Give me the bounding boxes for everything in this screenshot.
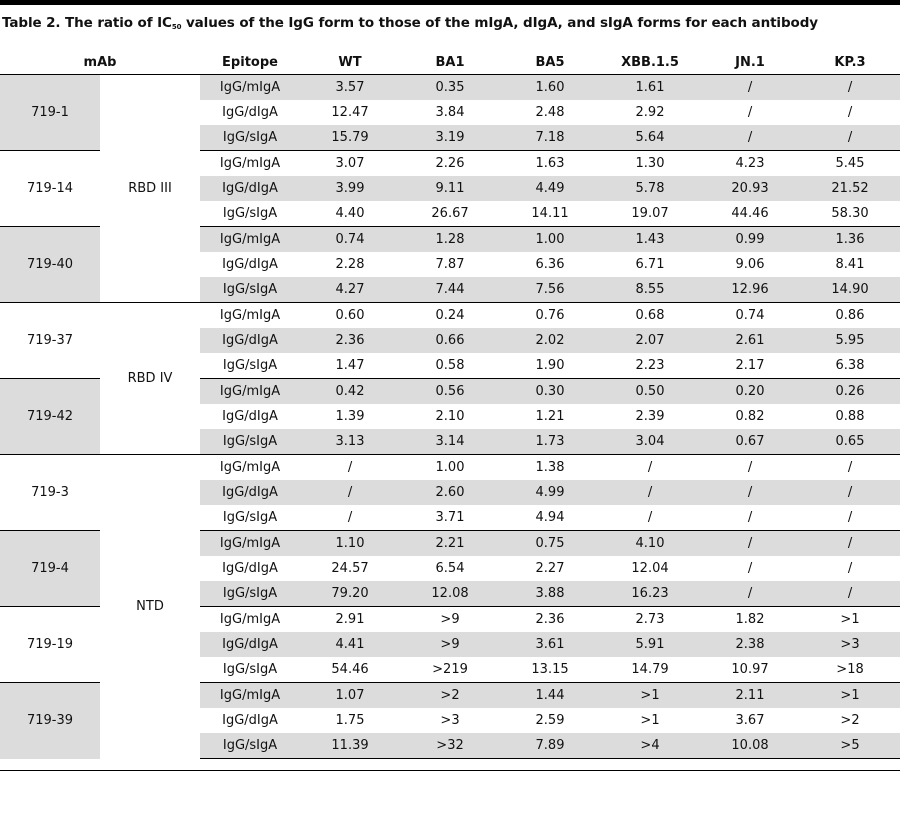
value-cell: 0.76 [500, 303, 600, 329]
value-cell: 2.26 [400, 151, 500, 177]
value-cell: 4.94 [535, 510, 565, 525]
ratio-type-cell: IgG/sIgA [222, 206, 278, 221]
ratio-type-cell: IgG/mIgA [200, 75, 300, 101]
value-cell: 0.26 [800, 379, 900, 405]
ratio-type-cell: IgG/sIgA [200, 429, 300, 455]
value-cell: 3.67 [735, 713, 765, 728]
value-cell: 3.14 [400, 429, 500, 455]
ratio-type-cell: IgG/dIgA [200, 328, 300, 353]
value-cell: 16.23 [600, 581, 700, 607]
value-cell: 1.82 [700, 607, 800, 633]
value-cell: 1.44 [500, 683, 600, 709]
value-cell: / [800, 125, 900, 151]
caption-subscript: 50 [171, 23, 182, 31]
value-cell: 5.95 [800, 328, 900, 353]
value-cell: / [700, 581, 800, 607]
value-cell: 4.23 [700, 151, 800, 177]
value-cell: 14.11 [531, 206, 569, 221]
table-body [0, 75, 900, 759]
value-cell: 3.99 [300, 176, 400, 201]
value-cell: >1 [800, 607, 900, 633]
value-cell: / [747, 105, 753, 120]
value-cell: 13.15 [531, 662, 569, 677]
ratio-type-cell: IgG/dIgA [222, 713, 278, 728]
value-cell: 4.49 [500, 176, 600, 201]
value-cell: 3.13 [300, 429, 400, 455]
value-cell: >9 [400, 632, 500, 657]
header-wt: WT [300, 50, 400, 75]
value-cell: 0.68 [600, 303, 700, 329]
value-cell: 2.36 [500, 607, 600, 633]
epitope-cell: RBD III [100, 75, 200, 303]
header-ba1: BA1 [400, 50, 500, 75]
ratio-type-cell: IgG/mIgA [200, 227, 300, 253]
value-cell: 9.06 [735, 257, 765, 272]
value-cell: 2.21 [400, 531, 500, 557]
value-cell: 3.07 [300, 151, 400, 177]
value-cell: / [700, 75, 800, 101]
value-cell: 1.61 [600, 75, 700, 101]
value-cell: 2.10 [435, 409, 465, 424]
value-cell: 2.36 [300, 328, 400, 353]
value-cell: 10.97 [731, 662, 769, 677]
value-cell: >4 [600, 733, 700, 759]
value-cell: / [700, 531, 800, 557]
value-cell: 1.73 [500, 429, 600, 455]
value-cell: 2.17 [735, 358, 765, 373]
ratio-type-cell: IgG/sIgA [200, 581, 300, 607]
value-cell: 1.30 [600, 151, 700, 177]
value-cell: 0.65 [800, 429, 900, 455]
value-cell: 5.64 [600, 125, 700, 151]
value-cell: / [300, 480, 400, 505]
value-cell: 2.59 [535, 713, 565, 728]
value-cell: 5.45 [800, 151, 900, 177]
value-cell: 0.60 [300, 303, 400, 329]
value-cell: 6.36 [535, 257, 565, 272]
ratio-type-cell: IgG/dIgA [200, 176, 300, 201]
epitope-cell: NTD [100, 455, 200, 759]
value-cell: / [700, 125, 800, 151]
value-cell: / [847, 105, 853, 120]
value-cell: 0.88 [835, 409, 865, 424]
value-cell: 8.55 [600, 277, 700, 303]
value-cell: 4.41 [300, 632, 400, 657]
value-cell: 1.60 [500, 75, 600, 101]
value-cell: 0.66 [400, 328, 500, 353]
value-cell: 1.00 [400, 455, 500, 481]
value-cell: 0.20 [700, 379, 800, 405]
table-row [0, 455, 900, 481]
value-cell: >1 [600, 683, 700, 709]
mab-cell: 719-19 [0, 607, 100, 683]
value-cell: 6.38 [835, 358, 865, 373]
value-cell: 0.58 [435, 358, 465, 373]
header-epitope: Epitope [200, 50, 300, 75]
value-cell: 1.00 [500, 227, 600, 253]
value-cell: / [600, 455, 700, 481]
mab-cell: 719-42 [0, 379, 100, 455]
value-cell: / [847, 510, 853, 525]
value-cell: 2.39 [635, 409, 665, 424]
ratio-type-cell: IgG/sIgA [200, 733, 300, 759]
value-cell: 2.02 [500, 328, 600, 353]
value-cell: / [747, 510, 753, 525]
ratio-type-cell: IgG/sIgA [200, 125, 300, 151]
value-cell: 12.04 [631, 561, 669, 576]
value-cell: 0.24 [400, 303, 500, 329]
value-cell: 5.78 [600, 176, 700, 201]
value-cell: / [300, 455, 400, 481]
ratio-type-cell: IgG/dIgA [222, 561, 278, 576]
value-cell: >2 [840, 713, 860, 728]
value-cell: 2.92 [635, 105, 665, 120]
ratio-type-cell: IgG/mIgA [200, 379, 300, 405]
value-cell: 0.82 [735, 409, 765, 424]
value-cell: 79.20 [300, 581, 400, 607]
value-cell: 14.79 [631, 662, 669, 677]
value-cell: / [647, 510, 653, 525]
top-rule [0, 0, 900, 5]
value-cell: / [800, 581, 900, 607]
mab-cell: 719-3 [0, 455, 100, 531]
value-cell: >2 [400, 683, 500, 709]
table-caption [2, 15, 818, 31]
value-cell: 2.73 [600, 607, 700, 633]
value-cell: 12.96 [700, 277, 800, 303]
value-cell: >5 [800, 733, 900, 759]
ratio-type-cell: IgG/sIgA [222, 510, 278, 525]
value-cell: 9.11 [400, 176, 500, 201]
value-cell: 2.60 [400, 480, 500, 505]
value-cell: 8.41 [835, 257, 865, 272]
value-cell: 4.10 [600, 531, 700, 557]
value-cell: >18 [836, 662, 864, 677]
caption-suffix: values of the IgG form to those of the mIgA, dIgA, and sIgA forms for each antibody [181, 15, 818, 31]
value-cell: >1 [640, 713, 660, 728]
value-cell: 1.39 [335, 409, 365, 424]
value-cell: 4.99 [500, 480, 600, 505]
value-cell: 4.27 [300, 277, 400, 303]
value-cell: 2.38 [700, 632, 800, 657]
value-cell: / [800, 75, 900, 101]
value-cell: 2.11 [700, 683, 800, 709]
ratio-type-cell: IgG/dIgA [222, 257, 278, 272]
value-cell: 7.89 [500, 733, 600, 759]
value-cell: 2.27 [535, 561, 565, 576]
ratio-type-cell: IgG/mIgA [200, 531, 300, 557]
value-cell: 1.07 [300, 683, 400, 709]
ratio-table [0, 50, 900, 759]
value-cell: 7.87 [435, 257, 465, 272]
value-cell: 3.61 [500, 632, 600, 657]
value-cell: 0.67 [700, 429, 800, 455]
value-cell: 6.54 [435, 561, 465, 576]
ratio-type-cell: IgG/mIgA [200, 303, 300, 329]
value-cell: 1.90 [535, 358, 565, 373]
value-cell: 2.91 [300, 607, 400, 633]
value-cell: 3.04 [600, 429, 700, 455]
epitope-cell: RBD IV [100, 303, 200, 455]
value-cell: 1.47 [335, 358, 365, 373]
value-cell: >219 [432, 662, 468, 677]
value-cell: 1.21 [535, 409, 565, 424]
value-cell: 1.43 [600, 227, 700, 253]
value-cell: 21.52 [800, 176, 900, 201]
value-cell: / [800, 480, 900, 505]
value-cell: / [600, 480, 700, 505]
value-cell: 0.86 [800, 303, 900, 329]
value-cell: 0.74 [300, 227, 400, 253]
value-cell: 14.90 [800, 277, 900, 303]
value-cell: 0.74 [700, 303, 800, 329]
value-cell: 0.75 [500, 531, 600, 557]
header-xbb: XBB.1.5 [600, 50, 700, 75]
value-cell: 12.08 [400, 581, 500, 607]
mab-cell: 719-40 [0, 227, 100, 303]
value-cell: 1.36 [800, 227, 900, 253]
value-cell: 1.38 [500, 455, 600, 481]
header-kp3: KP.3 [800, 50, 900, 75]
value-cell: 12.47 [331, 105, 369, 120]
value-cell: 0.50 [600, 379, 700, 405]
value-cell: 19.07 [631, 206, 669, 221]
header-row [0, 50, 900, 75]
value-cell: >3 [440, 713, 460, 728]
value-cell: >3 [800, 632, 900, 657]
value-cell: 2.48 [535, 105, 565, 120]
value-cell: 5.91 [600, 632, 700, 657]
value-cell: 1.10 [300, 531, 400, 557]
mab-cell: 719-1 [0, 75, 100, 151]
value-cell: / [800, 531, 900, 557]
value-cell: >1 [800, 683, 900, 709]
ratio-type-cell: IgG/dIgA [222, 409, 278, 424]
value-cell: >32 [400, 733, 500, 759]
value-cell: 3.84 [435, 105, 465, 120]
value-cell: 1.75 [335, 713, 365, 728]
value-cell: 3.71 [435, 510, 465, 525]
value-cell: 3.19 [400, 125, 500, 151]
value-cell: 3.57 [300, 75, 400, 101]
value-cell: 1.28 [400, 227, 500, 253]
value-cell: / [847, 561, 853, 576]
value-cell: 20.93 [700, 176, 800, 201]
value-cell: 2.23 [635, 358, 665, 373]
header-jn1: JN.1 [700, 50, 800, 75]
mab-cell: 719-4 [0, 531, 100, 607]
value-cell: 10.08 [700, 733, 800, 759]
ratio-type-cell: IgG/mIgA [200, 683, 300, 709]
value-cell: 0.99 [700, 227, 800, 253]
value-cell: / [800, 455, 900, 481]
value-cell: 7.44 [400, 277, 500, 303]
value-cell: 1.63 [500, 151, 600, 177]
mab-cell: 719-39 [0, 683, 100, 759]
table-row [0, 303, 900, 329]
value-cell: 2.28 [335, 257, 365, 272]
ratio-type-cell: IgG/sIgA [222, 662, 278, 677]
ratio-type-cell: IgG/mIgA [200, 151, 300, 177]
value-cell: 58.30 [831, 206, 869, 221]
value-cell: 26.67 [431, 206, 469, 221]
value-cell: / [700, 455, 800, 481]
value-cell: 44.46 [731, 206, 769, 221]
value-cell: 0.42 [300, 379, 400, 405]
value-cell: 2.61 [700, 328, 800, 353]
ratio-type-cell: IgG/mIgA [200, 455, 300, 481]
ratio-type-cell: IgG/sIgA [222, 358, 278, 373]
bottom-rule [0, 770, 900, 771]
value-cell: 3.88 [500, 581, 600, 607]
value-cell: 15.79 [300, 125, 400, 151]
header-mab: mAb [0, 50, 200, 75]
ratio-type-cell: IgG/dIgA [200, 632, 300, 657]
value-cell: 0.56 [400, 379, 500, 405]
ratio-type-cell: IgG/mIgA [200, 607, 300, 633]
table-row [0, 75, 900, 101]
caption-prefix: Table 2. The ratio of IC [2, 15, 172, 31]
mab-cell: 719-37 [0, 303, 100, 379]
value-cell: 7.18 [500, 125, 600, 151]
ratio-type-cell: IgG/dIgA [200, 480, 300, 505]
value-cell: 0.30 [500, 379, 600, 405]
value-cell: >9 [400, 607, 500, 633]
ratio-type-cell: IgG/dIgA [222, 105, 278, 120]
value-cell: / [747, 561, 753, 576]
value-cell: 2.07 [600, 328, 700, 353]
ratio-type-cell: IgG/sIgA [200, 277, 300, 303]
value-cell: / [700, 480, 800, 505]
value-cell: 11.39 [300, 733, 400, 759]
value-cell: 0.35 [400, 75, 500, 101]
value-cell: 6.71 [635, 257, 665, 272]
value-cell: / [347, 510, 353, 525]
value-cell: 24.57 [331, 561, 369, 576]
mab-cell: 719-14 [0, 151, 100, 227]
header-ba5: BA5 [500, 50, 600, 75]
value-cell: 4.40 [335, 206, 365, 221]
value-cell: 54.46 [331, 662, 369, 677]
value-cell: 7.56 [500, 277, 600, 303]
